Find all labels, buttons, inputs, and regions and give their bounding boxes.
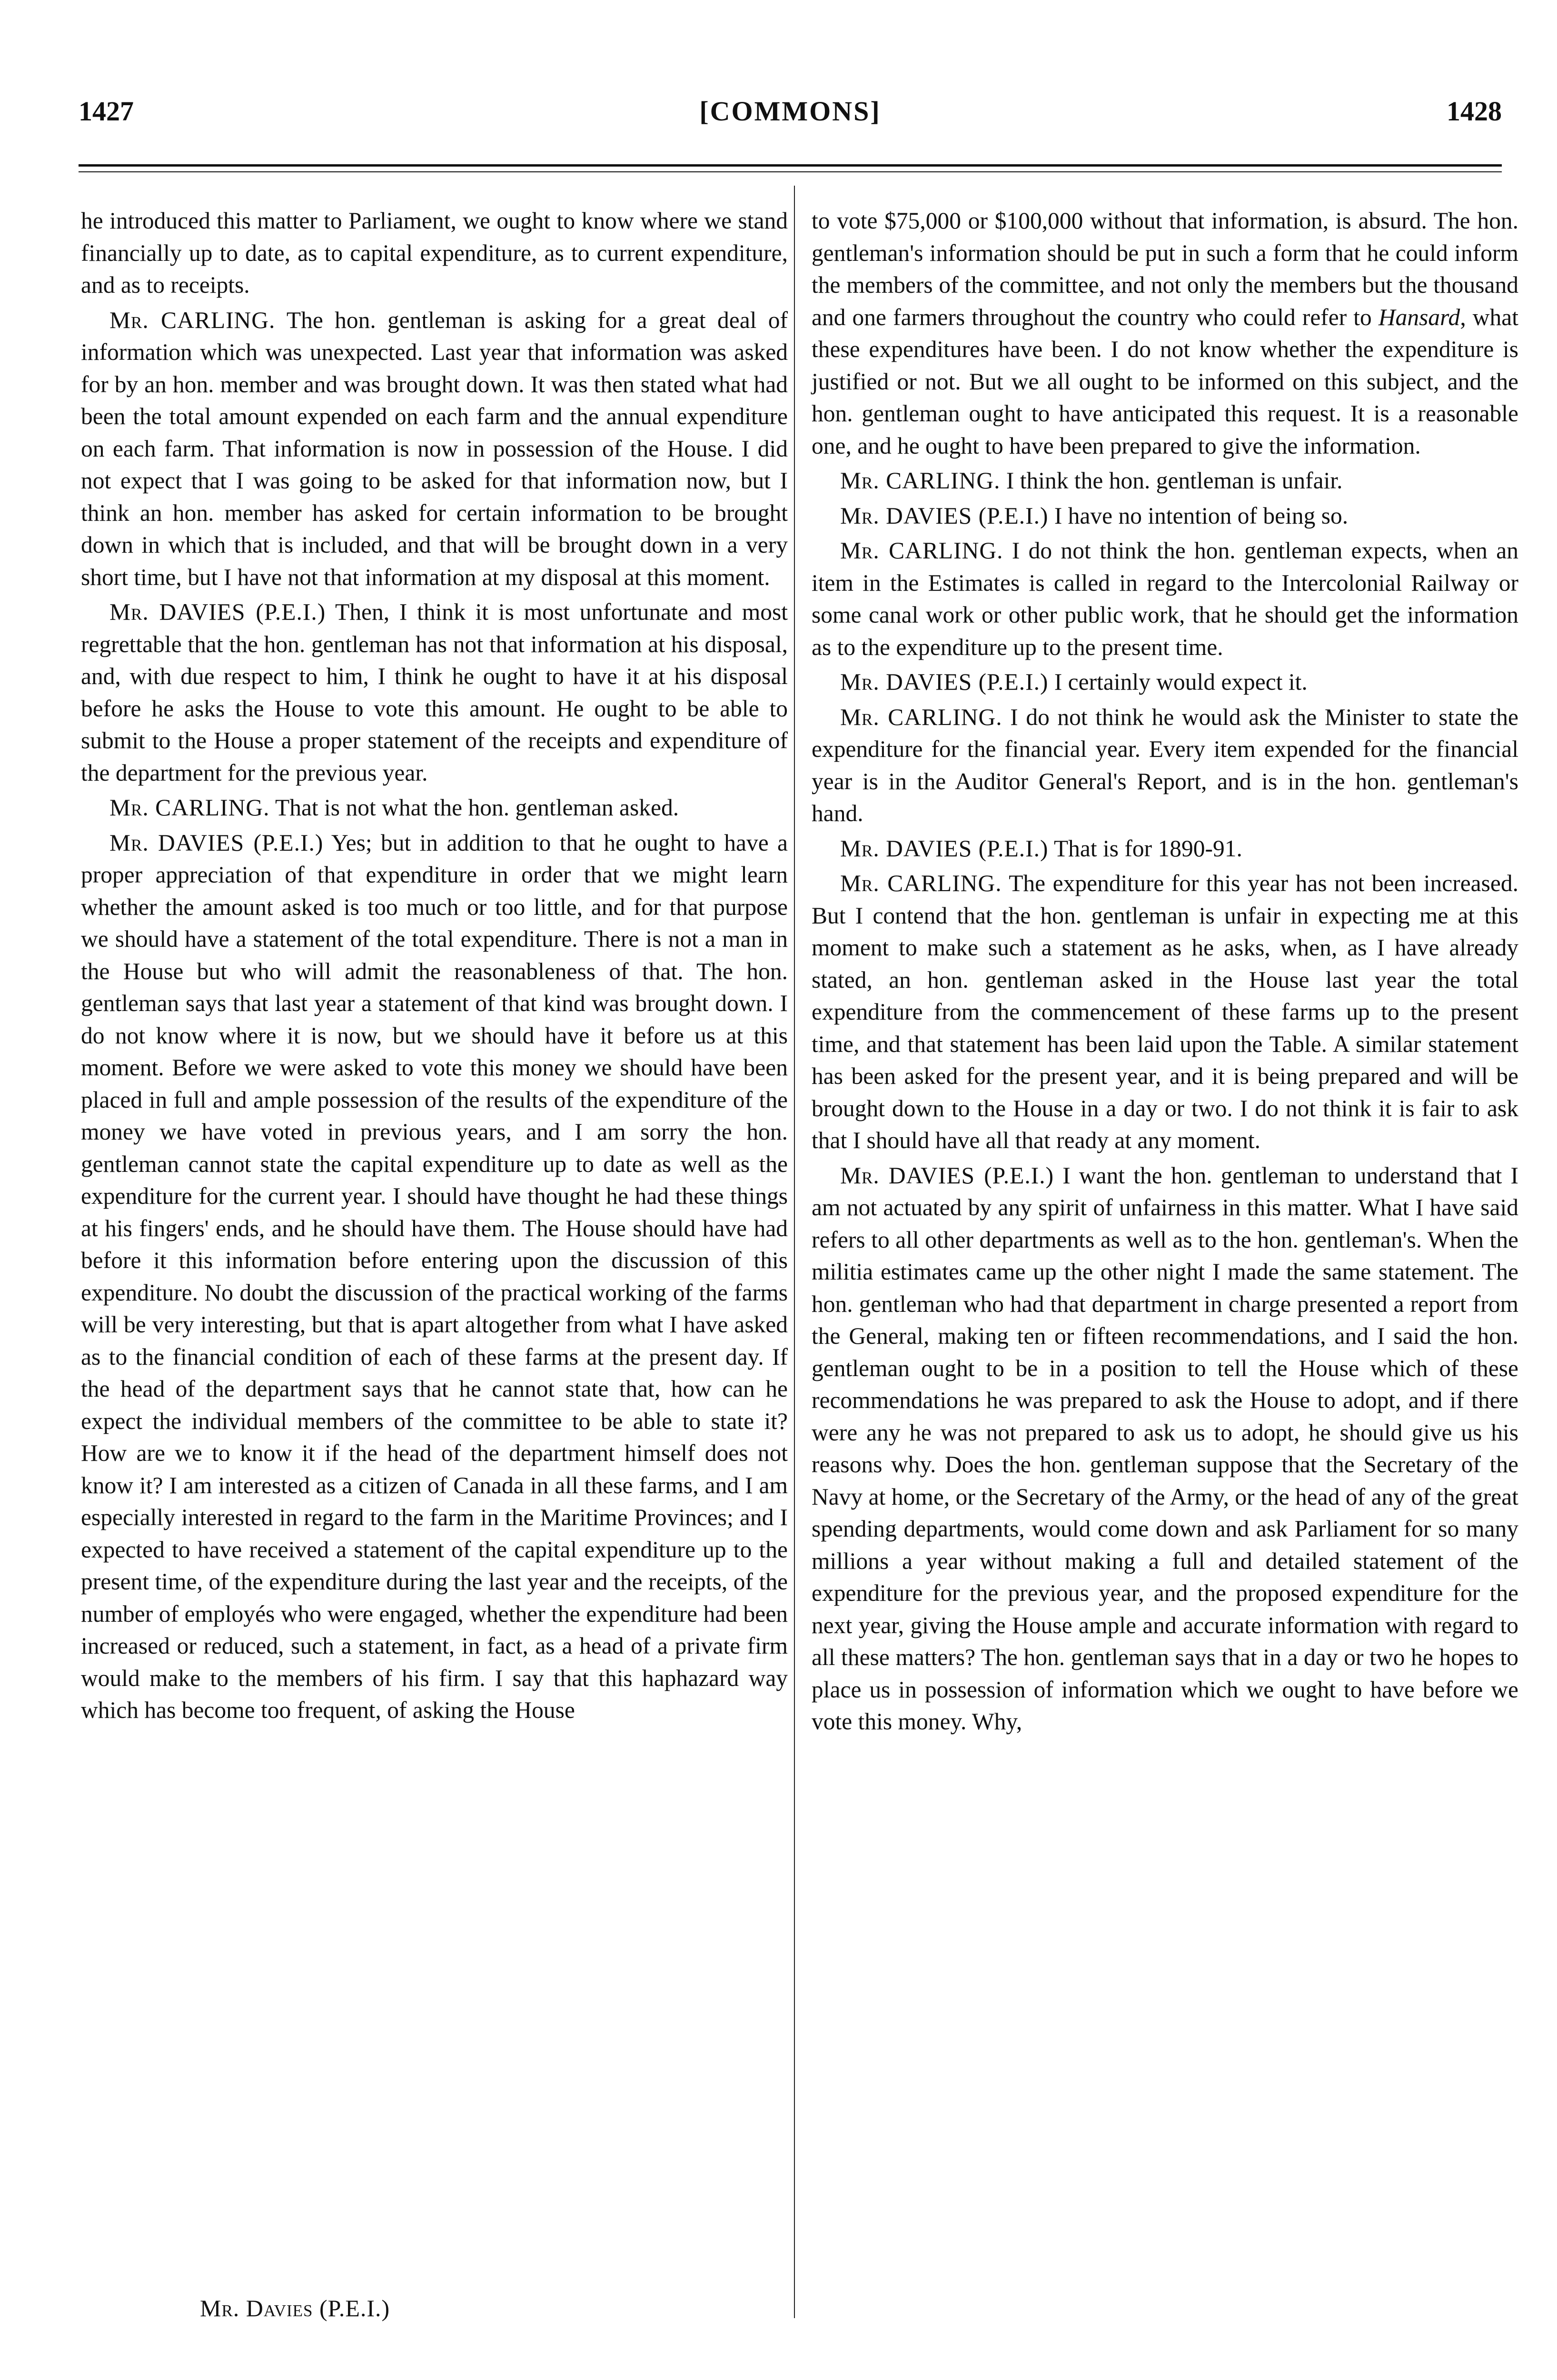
speech: Mr. CARLING. The expenditure for this year has not been increased. But I contend that the hon. gentleman is unfair in expecting me at this moment to make such a statement as he asks, when, as I have already stated, an hon. gentleman asked in the House last year the total expenditure from the commencement of these farms up to the present time, and that statement has been laid upon the Table. A similar statement has been asked for the present year, and it is being prepared and will be brought down to the House in a day or two. I do not think it is fair to ask that I should have all that ready at any moment. (812, 870, 1518, 1153)
speaker-name: Mr. CARLING. (109, 307, 276, 333)
running-title: [COMMONS] (699, 96, 881, 127)
speech: Mr. CARLING. I think the hon. gentleman is unfair. (840, 467, 1343, 494)
speech: Mr. DAVIES (P.E.I.) Yes; but in addition to that he ought to have a proper appreciation of that expenditure in order that we might learn whether the amount asked is too much or too little, and for that purpose we should have a statement of the total expenditure. There is not a man in the House but who will admit the reasonableness of that. The hon. gentleman says that last year a statement of that kind was brought down. I do not know where it is now, but we should have it before us at this moment. Before we were asked to vote this money we should have been placed in full and ample possession of the results of the expenditure of the money we have voted in previous years, and I am sorry the hon. gentleman cannot state the capital expenditure up to date as well as the expenditure for the current year. I should have thought he had these things at his fingers' ends, and he should have them. The House should have had before it this information before entering upon the discussion of this expenditure. No doubt the discussion of the practical working of the farms will be very interesting, but that is apart altogether from what I have asked as to the financial condition of each of these farms at the present day. If the head of the department says that he cannot state that, how can he expect the individual members of the committee to be able to state it? How are we to know it if the head of the department himself does not know it? I am interested as a citizen of Canada in all these farms, and I am especially interested in regard to the farm in the Maritime Provinces; and I expected to have received a statement of the capital expenditure up to the present time, of the expenditure during the last year and the receipts, of the number of employés who were engaged, whether the expenditure had been increased or reduced, such a statement, in fact, as a head of a private firm would make to the members of his firm. I say that this haphazard way which has become too frequent, of asking the House (81, 829, 788, 1723)
speech: Mr. DAVIES (P.E.I.) I want the hon. gentleman to understand that I am not actuated by any spirit of unfairness in this matter. What I have said refers to all other departments as well as to the hon. gentleman's. When the militia estimates came up the other night I made the same statement. The hon. gentleman who had that department in charge presented a report from the General, making ten or fifteen recommendations, and I said the hon. gentleman ought to be in a position to tell the House which of these recommendations he was prepared to ask the House to adopt, and if there were any he was not prepared to ask us to adopt, he should give us his reasons why. Does the hon. gentleman suppose that the Secretary of the Navy at home, or the Secretary of the Army, or the head of any of the great spending departments, would come down and ask Parliament for so many millions a year without making a full and detailed statement of the expenditure for the previous year, and the proposed expenditure for the next year, giving the House ample and accurate information with regard to all these matters? The hon. gentleman says that in a day or two he hopes to place us in possession of information which we ought to have before we vote this money. Why, (812, 1162, 1519, 1735)
paragraph: he introduced this matter to Parliament, we ought to know where we stand financially up to date, as to capital expenditure, as to current expenditure, and as to receipts. (81, 208, 788, 298)
left-column (81, 205, 788, 1729)
paragraph: to vote $75,000 or $100,000 without that information, is absurd. The hon. gentleman's information should be put in such a form that he could inform the members of the committee, and not only the members but the thousand and one farmers throughout the country who could refer to Hansard, what these expenditures have been. I do not know whether the expenditure is justified or not. But we all ought to be informed on this subject, and the hon. gentleman ought to have anticipated this request. It is a reasonable one, and he ought to have been prepared to give the information. (812, 208, 1518, 459)
speaker-name: Mr. DAVIES (P.E.I.) (109, 599, 326, 625)
speaker-name: Mr. CARLING. (109, 794, 270, 821)
page-header (79, 95, 1502, 148)
speaker-name: Mr. DAVIES (P.E.I.) (840, 669, 1049, 695)
speech: Mr. DAVIES (P.E.I.) I have no intention of being so. (840, 502, 1349, 529)
speech: Mr. CARLING. I do not think the hon. gentleman expects, when an item in the Estimates is called in regard to the Intercolonial Railway or some canal work or other public work, that he should get the information as to the expenditure up to the present time. (812, 537, 1518, 660)
page-footer-catchword: Mr. Davies (P.E.I.) (200, 2295, 390, 2321)
speaker-name: Mr. CARLING. (840, 537, 1003, 564)
speech: Mr. CARLING. The hon. gentleman is asking for a great deal of information which was unexpected. Last year that information was asked for by an hon. member and was brought down. It was then stated what had been the total amount expended on each farm and the annual expenditure on each farm. That information is now in possession of the House. I did not expect that I was going to be asked for that information now, but I think an hon. member has asked for certain information to be brought down in which that is included, and that will be brought down in a very short time, but I have not that information at my disposal at this moment. (81, 307, 788, 590)
hansard-reference: Hansard (1378, 304, 1460, 330)
header-rule-thick (79, 164, 1502, 167)
speaker-name: Mr. CARLING. (840, 467, 1001, 494)
speaker-name: Mr. DAVIES (P.E.I.) (840, 1162, 1054, 1189)
speech: Mr. DAVIES (P.E.I.) I certainly would expect it. (840, 669, 1308, 695)
speaker-name: Mr. DAVIES (P.E.I.) (840, 835, 1049, 862)
column-divider (794, 186, 795, 2318)
speech: Mr. CARLING. I do not think he would ask the Minister to state the expenditure for the financial year. Every item expended for the financial year is in the Auditor General's Report, and is in the hon. gentleman's hand. (812, 704, 1518, 826)
speech: Mr. DAVIES (P.E.I.) Then, I think it is most unfortunate and most regrettable that the hon. gentleman has not that information at his disposal, and, with due respect to him, I think he ought to have it at his disposal before he asks the House to vote this amount. He ought to be able to submit to the House a proper statement of the receipts and expenditure of the department for the previous year. (81, 599, 788, 786)
speech: Mr. CARLING. That is not what the hon. gentleman asked. (109, 794, 679, 821)
page-number-right: 1428 (1447, 96, 1502, 127)
right-column (812, 205, 1518, 1741)
header-rule-thin (79, 171, 1502, 172)
speaker-name: Mr. DAVIES (P.E.I.) (109, 829, 324, 856)
speaker-name: Mr. CARLING. (840, 870, 1002, 896)
page-number-left: 1427 (79, 96, 134, 127)
speaker-name: Mr. CARLING. (840, 704, 1002, 730)
speaker-name: Mr. DAVIES (P.E.I.) (840, 502, 1049, 529)
speech: Mr. DAVIES (P.E.I.) That is for 1890-91. (840, 835, 1242, 862)
